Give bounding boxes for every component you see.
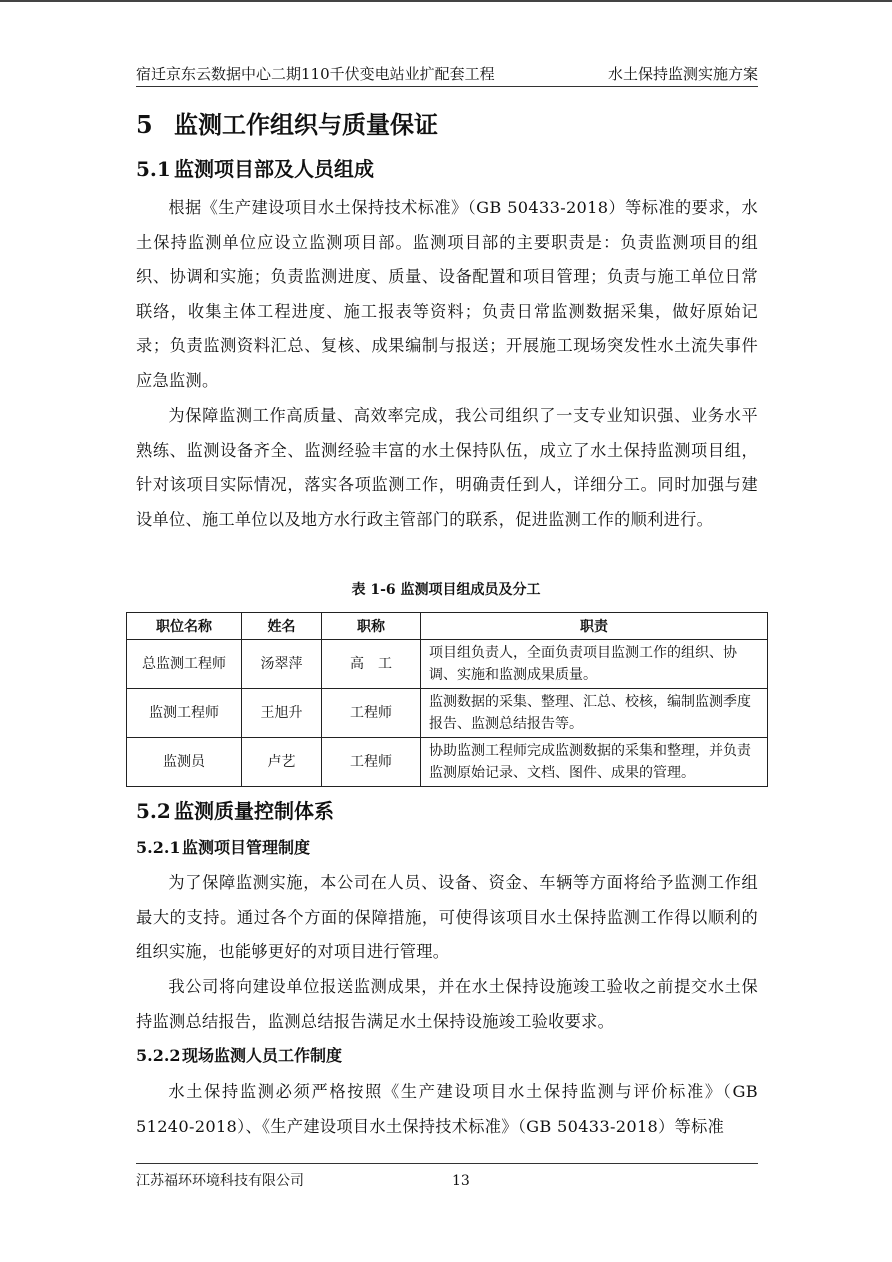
table-caption: 表 1-6 监测项目组成员及分工: [351, 582, 541, 598]
subsection-title: 现场监测人员工作制度: [182, 1046, 343, 1065]
chapter-number: 5: [136, 110, 153, 139]
section-heading-5-2: [136, 797, 334, 825]
subsection-heading-5-2-2: [136, 1044, 342, 1068]
table-header-row: [127, 613, 768, 640]
subsection-number: 5.2.2: [136, 1046, 181, 1065]
table-row: [127, 738, 768, 787]
name-cell: 汤翠萍: [242, 640, 322, 689]
title-cell: 工程师: [322, 689, 421, 738]
page-footer: [136, 1163, 758, 1194]
paragraph: 根据《生产建设项目水土保持技术标准》（GB 50433-2018）等标准的要求，水土保持监测单位应设立监测项目部。监测项目部的主要职责是：负责监测项目的组织、协调和实施；负责监测进度、质量、设备配置和项目管理；负责与施工单位日常联络，收集主体工程进度、施工报表等资料；负责日常监测数据采集，做好原始记录；负责监测资料汇总、复核、成果编制与报送；开展施工现场突发性水土流失事件应急监测。: [136, 198, 758, 390]
header-document-title: 水土保持监测实施方案: [607, 65, 758, 83]
duty-cell: 项目组负责人，全面负责项目监测工作的组织、协调、实施和监测成果质量。: [421, 640, 768, 689]
table-row: [127, 689, 768, 738]
subsection-title: 监测项目管理制度: [182, 838, 311, 857]
position-cell: 监测员: [127, 738, 242, 787]
name-cell: 卢艺: [242, 738, 322, 787]
duty-cell: 协助监测工程师完成监测数据的采集和整理，并负责监测原始记录、文档、图件、成果的管理。: [421, 738, 768, 787]
paragraph: 为保障监测工作高质量、高效率完成，我公司组织了一支专业知识强、业务水平熟练、监测设备齐全、监测经验丰富的水土保持队伍，成立了水土保持监测项目组，针对该项目实际情况，落实各项监测工作，明确责任到人，详细分工。同时加强与建设单位、施工单位以及地方水行政主管部门的联系，促进监测工作的顺利进行。: [136, 406, 758, 529]
subsection-heading-5-2-1: [136, 836, 310, 860]
chapter-heading: [136, 108, 438, 142]
section-heading-5-1: [136, 155, 374, 183]
top-edge-rule: [0, 0, 892, 2]
title-cell: 工程师: [322, 738, 421, 787]
section-title: 监测质量控制体系: [174, 799, 334, 823]
subsection-number: 5.2.1: [136, 838, 181, 857]
footer-company: 江苏福环环境科技有限公司: [136, 1173, 304, 1189]
paragraph: 水土保持监测必须严格按照《生产建设项目水土保持监测与评价标准》（GB 51240-2018）、《生产建设项目水土保持技术标准》（GB 50433-2018）等标准: [136, 1082, 758, 1136]
column-header: 姓名: [242, 613, 322, 640]
header-project-title: 宿迁京东云数据中心二期110千伏变电站业扩配套工程: [136, 65, 495, 83]
duty-cell: 监测数据的采集、整理、汇总、校核，编制监测季度报告、监测总结报告等。: [421, 689, 768, 738]
column-header: 职位名称: [127, 613, 242, 640]
title-cell: 高 工: [322, 640, 421, 689]
section-title: 监测项目部及人员组成: [174, 157, 374, 181]
position-cell: 总监测工程师: [127, 640, 242, 689]
table-row: [127, 640, 768, 689]
page-header: [136, 62, 758, 87]
paragraph: 为了保障监测实施，本公司在人员、设备、资金、车辆等方面将给予监测工作组最大的支持。通过各个方面的保障措施，可使得该项目水土保持监测工作得以顺利的组织实施，也能够更好的对项目进行管理。: [136, 873, 758, 962]
column-header: 职责: [421, 613, 768, 640]
column-header: 职称: [322, 613, 421, 640]
page-number: 13: [452, 1173, 470, 1189]
position-cell: 监测工程师: [127, 689, 242, 738]
name-cell: 王旭升: [242, 689, 322, 738]
paragraph: 我公司将向建设单位报送监测成果，并在水土保持设施竣工验收之前提交水土保持监测总结报告，监测总结报告满足水土保持设施竣工验收要求。: [136, 977, 758, 1031]
chapter-title: 监测工作组织与质量保证: [174, 110, 438, 139]
team-duty-table: [126, 612, 768, 787]
section-number: 5.1: [136, 157, 171, 181]
section-number: 5.2: [136, 799, 171, 823]
